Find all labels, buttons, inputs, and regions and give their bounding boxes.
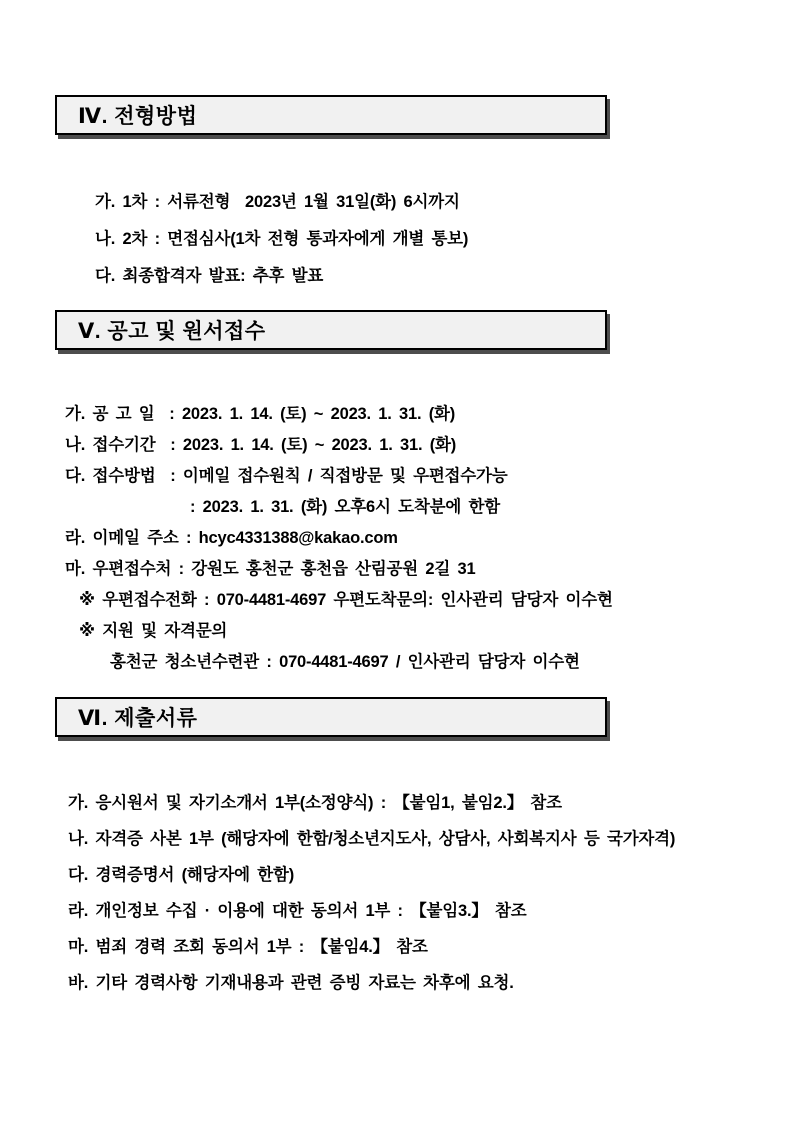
section-title-announcement-and-application: Ⅴ. 공고 및 원서접수 [78,320,266,343]
doc-line: 라. 개인정보 수집 · 이용에 대한 동의서 1부 : 【붙임3.】 참조 [68,902,527,920]
doc-line: 나. 접수기간 : 2023. 1. 14. (토) ~ 2023. 1. 31. (화) [65,436,457,454]
doc-line: 라. 이메일 주소 : hcyc4331388@kakao.com [65,529,398,547]
section-body-announcement-and-application [65,399,793,678]
doc-line: 다. 경력증명서 (해당자에 한함) [68,866,294,884]
section-header-selection-method [55,95,607,135]
doc-line-note-detail: 홍천군 청소년수련관 : 070-4481-4697 / 인사관리 담당자 이수현 [110,653,580,671]
doc-line: 다. 최종합격자 발표: 추후 발표 [95,267,324,285]
doc-line-note: ※ 우편접수전화 : 070-4481-4697 우편도착문의: 인사관리 담당자 이수현 [79,591,613,609]
doc-line: 마. 범죄 경력 조회 동의서 1부 : 【붙임4.】 참조 [68,938,428,956]
doc-line: 가. 응시원서 및 자기소개서 1부(소정양식) : 【붙임1, 붙임2.】 참조 [68,794,562,812]
doc-line: 다. 접수방법 : 이메일 접수원칙 / 직접방문 및 우편접수가능 [65,467,508,485]
doc-line-note: ※ 지원 및 자격문의 [79,622,228,640]
doc-line: 바. 기타 경력사항 기재내용과 관련 증빙 자료는 차후에 요청. [68,974,514,992]
section-body-required-documents [68,785,793,1001]
doc-line: 나. 2차 : 면접심사(1차 전형 통과자에게 개별 통보) [95,230,469,248]
section-body-selection-method [95,184,793,295]
doc-line: 가. 공 고 일 : 2023. 1. 14. (토) ~ 2023. 1. 31. (화) [65,405,456,423]
section-title-required-documents: Ⅵ. 제출서류 [78,707,198,730]
section-header-announcement-and-application [55,310,607,350]
doc-line: 나. 자격증 사본 1부 (해당자에 한함/청소년지도사, 상담사, 사회복지사 등 국가자격) [68,830,676,848]
doc-line: 가. 1차 : 서류전형 2023년 1월 31일(화) 6시까지 [95,193,460,211]
doc-line-continuation: : 2023. 1. 31. (화) 오후6시 도착분에 한함 [190,498,500,516]
section-header-required-documents [55,697,607,737]
doc-line: 마. 우편접수처 : 강원도 홍천군 홍천읍 산림공원 2길 31 [65,560,476,578]
section-title-selection-method: Ⅳ. 전형방법 [78,105,198,128]
